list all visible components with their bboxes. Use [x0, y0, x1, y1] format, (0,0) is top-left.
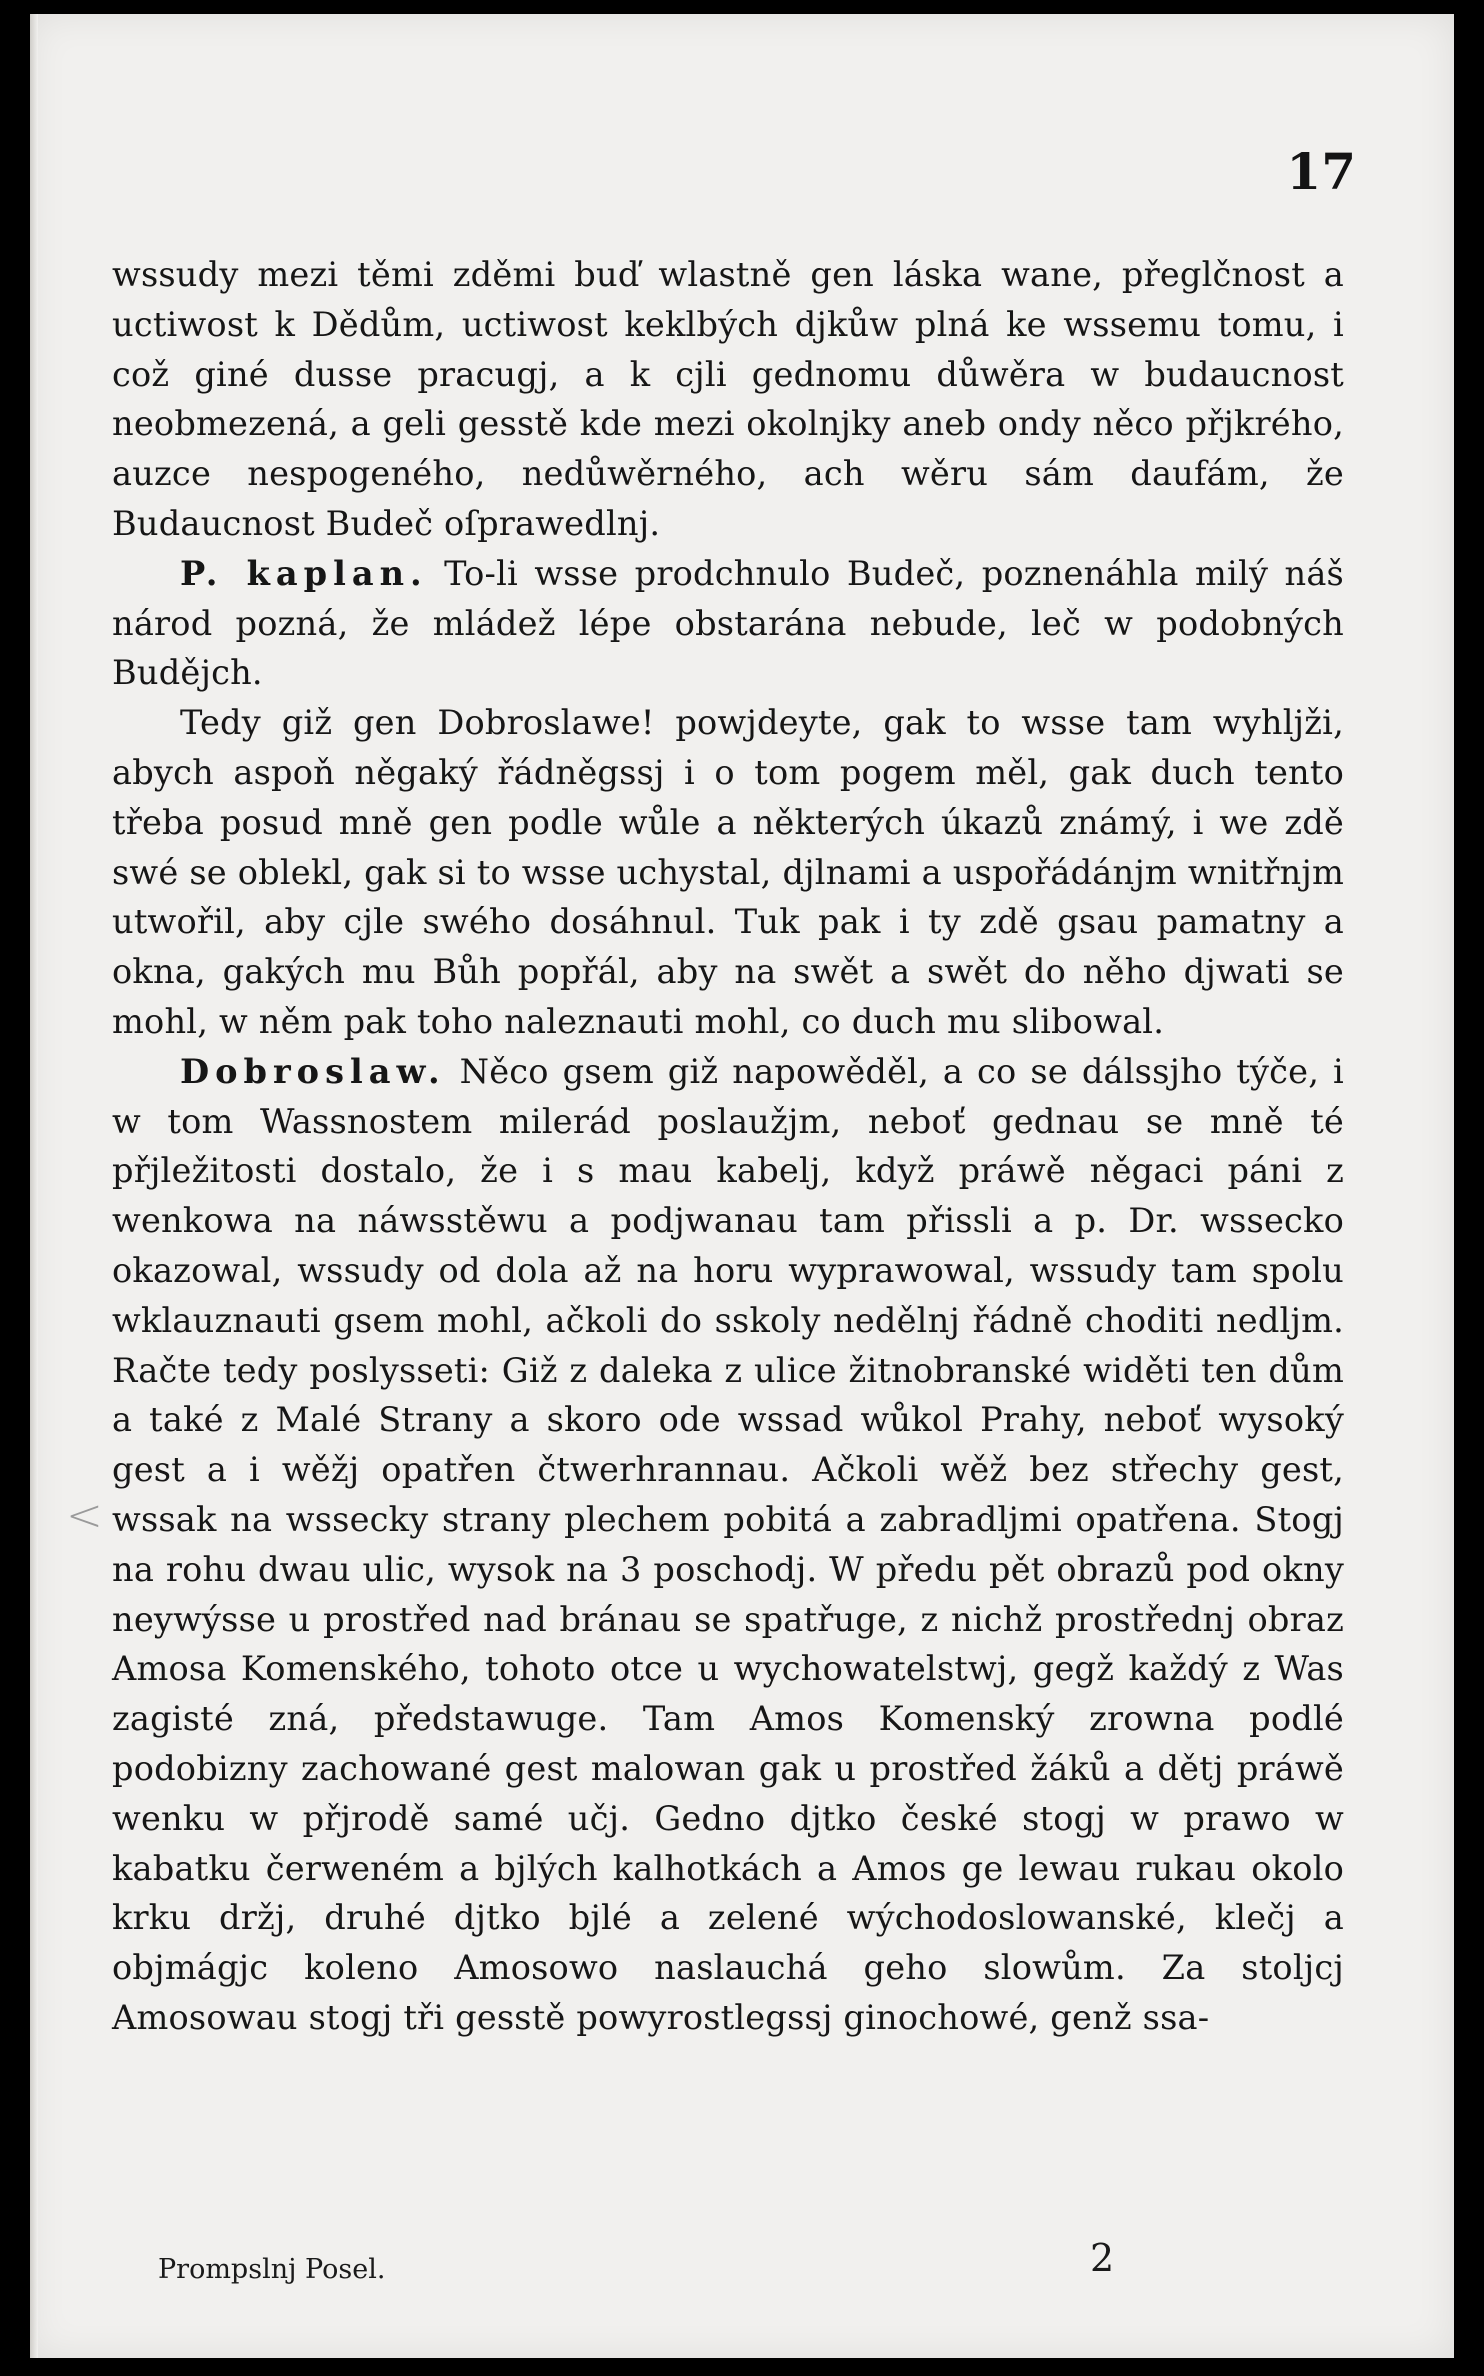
speaker-dobroslaw: Dobroslaw. [180, 1050, 446, 1091]
paragraph-4-text: Něco gsem giž napowěděl, a co se dálssjho týče, i w tom Wassnostem milerád poslaužjm, neboť gednau se mně té přjležitosti dostalo, že i s mau kabelj, když práwě něgaci páni z wenkowa na náwsstěwu a podjwanau tam přissli a p. Dr. wssecko okazowal, wssudy od dola až na horu wyprawowal, wssudy tam spolu wklauznauti gsem mohl, ačkoli do sskoly nedělnj řádně choditi nedljm. Račte tedy poslysseti: Giž z daleka z ulice žitnobranské widěti ten dům a také z Malé Strany a skoro ode wssad wůkol Prahy, neboť wysoký gest a i wěžj opatřen čtwerhrannau. Ačkoli wěž bez střechy gest, wssak na wssecky strany plechem pobitá a zabradljmi opatřena. Stogj na rohu dwau ulic, wysok na 3 poschodj. W předu pět obrazů pod okny neywýsse u prostřed nad bránau se spatřuge, z nichž prostřednj obraz Amosa Komenského, tohoto otce u wychowatelstwj, gegž každý z Was zagisté zná, předstawuge. Tam Amos Komenský zrowna podlé podobizny zachowané gest malowan gak u prostřed žáků a dětj práwě wenku w přjrodě samé učj. Gedno djtko české stogj w prawo w kabatku čerweném a bjlých kalhotkách a Amos ge lewau rukau okolo krku držj, druhé djtko bjlé a zelené wýchodoslowanské, klečj a objmágjc koleno Amosowo naslauchá geho slowům. Za stoljcj Amosowau stogj tři gesstě powyrostlegssj ginochowé, genž ssa- [112, 1051, 1344, 2037]
paragraph-2-text: To-li wsse prodchnulo Budeč, poznenáhla milý náš národ pozná, že mládež lépe obstarána nebude, leč w podobných Budějch. [112, 553, 1344, 693]
footer-publication-title: Prompslnj Posel. [158, 2254, 386, 2285]
paragraph-1-text: wssudy mezi těmi zděmi buď wlastně gen láska wane, přeglčnost a uctiwost k Dědům, uctiwost keklbých djkůw plná ke wssemu tomu, i což giné dusse pracugj, a k cjli gednomu důwěra w budaucnost neobmezená, a geli gesstě kde mezi okolnjky aneb ondy něco přjkrého, auzce nespogeného, nedůwěrného, ach wěru sám daufám, že Budaucnost Budeč oſprawedlnj. [112, 255, 1344, 543]
speaker-kaplan: P. kaplan. [180, 552, 428, 593]
paragraph-3 [112, 698, 1344, 1047]
body-text [112, 250, 1344, 2043]
footer-signature-mark: 2 [1090, 2236, 1115, 2280]
margin-pencil-mark: < [66, 1490, 103, 1541]
page-edge-shadow [30, 14, 38, 2358]
paragraph-3-text: Tedy giž gen Dobroslawe! powjdeyte, gak to wsse tam wyhljži, abych aspoň něgaký řádněgssj i o tom pogem měl, gak duch tento třeba posud mně gen podle wůle a některých úkazů známý, i we zdě swé se oblekl, gak si to wsse uchystal, djlnami a uspořádánjm wnitřnjm utwořil, aby cjle swého dosáhnul. Tuk pak i ty zdě gsau pamatny a okna, gakých mu Bůh popřál, aby na swět a swět do něho djwati se mohl, w něm pak toho naleznauti mohl, co duch mu slibowal. [112, 703, 1344, 1041]
paragraph-4 [112, 1047, 1344, 2043]
document-page [30, 14, 1454, 2358]
page-number: 17 [1286, 142, 1356, 201]
paragraph-2 [112, 549, 1344, 698]
paragraph-1 [112, 250, 1344, 549]
